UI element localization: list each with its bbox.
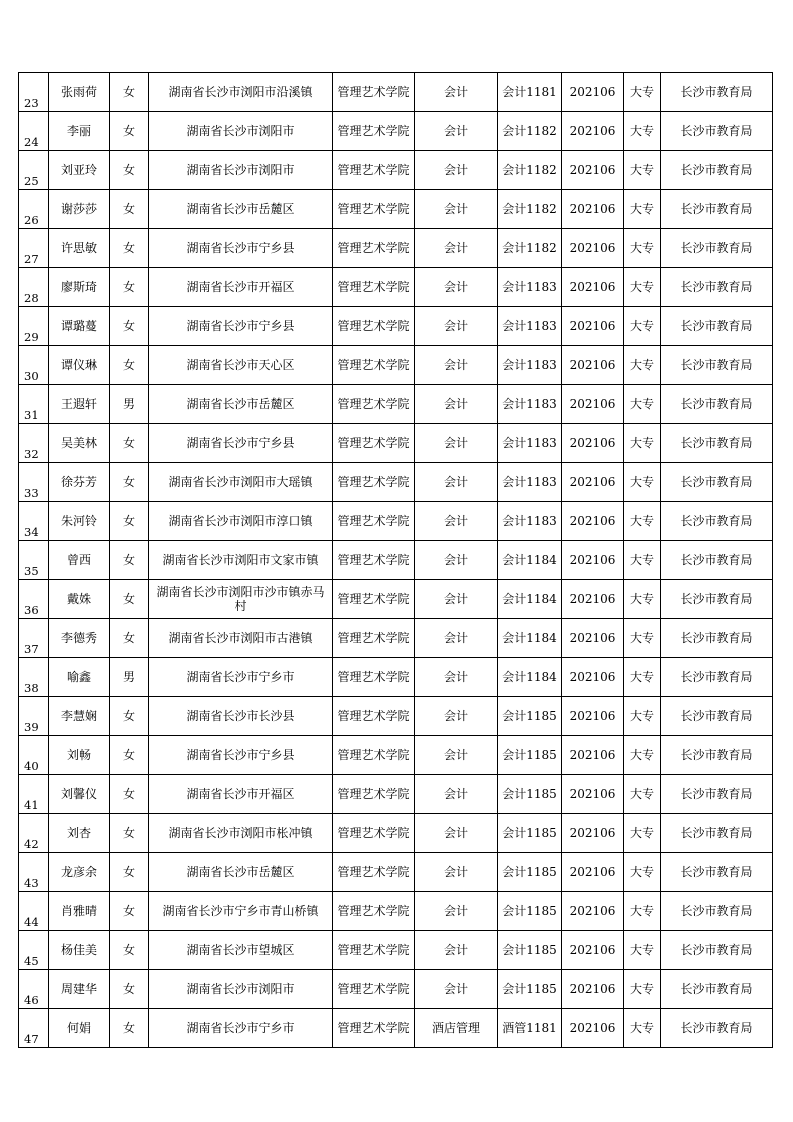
graduation-date-cell: 202106	[562, 424, 624, 463]
education-level-cell: 大专	[624, 73, 661, 112]
college-cell: 管理艺术学院	[333, 892, 415, 931]
class-name-cell: 会计1182	[498, 190, 562, 229]
major-cell: 会计	[415, 736, 498, 775]
department-cell: 长沙市教育局	[661, 541, 773, 580]
education-level-cell: 大专	[624, 229, 661, 268]
gender-cell: 男	[110, 385, 149, 424]
department-cell: 长沙市教育局	[661, 853, 773, 892]
student-name-cell: 刘亚玲	[49, 151, 110, 190]
student-name-cell: 杨佳美	[49, 931, 110, 970]
department-cell: 长沙市教育局	[661, 1009, 773, 1048]
graduation-date-cell: 202106	[562, 151, 624, 190]
gender-cell: 女	[110, 73, 149, 112]
gender-cell: 女	[110, 307, 149, 346]
graduation-date-cell: 202106	[562, 385, 624, 424]
graduation-date-cell: 202106	[562, 190, 624, 229]
class-name-cell: 会计1185	[498, 697, 562, 736]
education-level-cell: 大专	[624, 307, 661, 346]
table-row	[19, 775, 773, 814]
row-number-cell: 28	[19, 268, 49, 307]
home-address-cell: 湖南省长沙市宁乡市	[149, 658, 333, 697]
major-cell: 会计	[415, 853, 498, 892]
graduation-date-cell: 202106	[562, 580, 624, 619]
gender-cell: 女	[110, 424, 149, 463]
college-cell: 管理艺术学院	[333, 931, 415, 970]
college-cell: 管理艺术学院	[333, 346, 415, 385]
college-cell: 管理艺术学院	[333, 112, 415, 151]
gender-cell: 男	[110, 658, 149, 697]
row-number-cell: 45	[19, 931, 49, 970]
department-cell: 长沙市教育局	[661, 814, 773, 853]
gender-cell: 女	[110, 502, 149, 541]
class-name-cell: 会计1182	[498, 229, 562, 268]
table-row	[19, 229, 773, 268]
home-address-cell: 湖南省长沙市岳麓区	[149, 385, 333, 424]
student-name-cell: 谭仪琳	[49, 346, 110, 385]
gender-cell: 女	[110, 814, 149, 853]
major-cell: 会计	[415, 385, 498, 424]
department-cell: 长沙市教育局	[661, 385, 773, 424]
class-name-cell: 会计1183	[498, 463, 562, 502]
class-name-cell: 会计1184	[498, 541, 562, 580]
education-level-cell: 大专	[624, 580, 661, 619]
graduation-date-cell: 202106	[562, 229, 624, 268]
gender-cell: 女	[110, 463, 149, 502]
major-cell: 会计	[415, 697, 498, 736]
education-level-cell: 大专	[624, 346, 661, 385]
gender-cell: 女	[110, 541, 149, 580]
home-address-cell: 湖南省长沙市宁乡县	[149, 229, 333, 268]
education-level-cell: 大专	[624, 268, 661, 307]
table-row	[19, 853, 773, 892]
class-name-cell: 酒管1181	[498, 1009, 562, 1048]
education-level-cell: 大专	[624, 775, 661, 814]
education-level-cell: 大专	[624, 853, 661, 892]
student-name-cell: 许思敏	[49, 229, 110, 268]
education-level-cell: 大专	[624, 736, 661, 775]
class-name-cell: 会计1183	[498, 385, 562, 424]
row-number-cell: 30	[19, 346, 49, 385]
graduation-date-cell: 202106	[562, 619, 624, 658]
table-row	[19, 307, 773, 346]
education-level-cell: 大专	[624, 970, 661, 1009]
student-name-cell: 谢莎莎	[49, 190, 110, 229]
home-address-cell: 湖南省长沙市宁乡县	[149, 736, 333, 775]
college-cell: 管理艺术学院	[333, 1009, 415, 1048]
graduation-date-cell: 202106	[562, 853, 624, 892]
class-name-cell: 会计1185	[498, 931, 562, 970]
department-cell: 长沙市教育局	[661, 697, 773, 736]
row-number-cell: 23	[19, 73, 49, 112]
class-name-cell: 会计1184	[498, 658, 562, 697]
graduation-date-cell: 202106	[562, 814, 624, 853]
home-address-cell: 湖南省长沙市浏阳市枨冲镇	[149, 814, 333, 853]
home-address-cell: 湖南省长沙市浏阳市古港镇	[149, 619, 333, 658]
class-name-cell: 会计1184	[498, 580, 562, 619]
department-cell: 长沙市教育局	[661, 736, 773, 775]
class-name-cell: 会计1184	[498, 619, 562, 658]
gender-cell: 女	[110, 190, 149, 229]
table-row	[19, 346, 773, 385]
education-level-cell: 大专	[624, 814, 661, 853]
row-number-cell: 35	[19, 541, 49, 580]
gender-cell: 女	[110, 580, 149, 619]
student-name-cell: 龙彦余	[49, 853, 110, 892]
college-cell: 管理艺术学院	[333, 73, 415, 112]
table-row	[19, 619, 773, 658]
table-row	[19, 580, 773, 619]
graduation-date-cell: 202106	[562, 1009, 624, 1048]
home-address-cell: 湖南省长沙市开福区	[149, 775, 333, 814]
college-cell: 管理艺术学院	[333, 541, 415, 580]
class-name-cell: 会计1183	[498, 424, 562, 463]
major-cell: 会计	[415, 424, 498, 463]
graduation-date-cell: 202106	[562, 736, 624, 775]
major-cell: 会计	[415, 151, 498, 190]
home-address-cell: 湖南省长沙市宁乡市青山桥镇	[149, 892, 333, 931]
graduation-date-cell: 202106	[562, 307, 624, 346]
major-cell: 会计	[415, 814, 498, 853]
graduation-date-cell: 202106	[562, 970, 624, 1009]
table-row	[19, 931, 773, 970]
home-address-cell: 湖南省长沙市浏阳市	[149, 151, 333, 190]
gender-cell: 女	[110, 775, 149, 814]
college-cell: 管理艺术学院	[333, 814, 415, 853]
department-cell: 长沙市教育局	[661, 229, 773, 268]
home-address-cell: 湖南省长沙市宁乡县	[149, 424, 333, 463]
row-number-cell: 36	[19, 580, 49, 619]
major-cell: 会计	[415, 502, 498, 541]
college-cell: 管理艺术学院	[333, 424, 415, 463]
graduation-date-cell: 202106	[562, 541, 624, 580]
home-address-cell: 湖南省长沙市浏阳市	[149, 970, 333, 1009]
student-name-cell: 何娟	[49, 1009, 110, 1048]
row-number-cell: 24	[19, 112, 49, 151]
home-address-cell: 湖南省长沙市开福区	[149, 268, 333, 307]
graduation-date-cell: 202106	[562, 268, 624, 307]
row-number-cell: 41	[19, 775, 49, 814]
college-cell: 管理艺术学院	[333, 775, 415, 814]
education-level-cell: 大专	[624, 424, 661, 463]
row-number-cell: 47	[19, 1009, 49, 1048]
student-name-cell: 李丽	[49, 112, 110, 151]
gender-cell: 女	[110, 970, 149, 1009]
gender-cell: 女	[110, 151, 149, 190]
row-number-cell: 40	[19, 736, 49, 775]
education-level-cell: 大专	[624, 1009, 661, 1048]
major-cell: 会计	[415, 658, 498, 697]
row-number-cell: 37	[19, 619, 49, 658]
table-row	[19, 697, 773, 736]
table-row	[19, 1009, 773, 1048]
gender-cell: 女	[110, 931, 149, 970]
graduation-date-cell: 202106	[562, 346, 624, 385]
home-address-cell: 湖南省长沙市宁乡市	[149, 1009, 333, 1048]
table-row	[19, 541, 773, 580]
class-name-cell: 会计1185	[498, 775, 562, 814]
major-cell: 酒店管理	[415, 1009, 498, 1048]
row-number-cell: 25	[19, 151, 49, 190]
gender-cell: 女	[110, 1009, 149, 1048]
gender-cell: 女	[110, 268, 149, 307]
class-name-cell: 会计1183	[498, 502, 562, 541]
department-cell: 长沙市教育局	[661, 190, 773, 229]
student-roster-table	[18, 72, 773, 1048]
table-row	[19, 151, 773, 190]
class-name-cell: 会计1185	[498, 853, 562, 892]
department-cell: 长沙市教育局	[661, 970, 773, 1009]
home-address-cell: 湖南省长沙市浏阳市大瑶镇	[149, 463, 333, 502]
student-name-cell: 李德秀	[49, 619, 110, 658]
student-name-cell: 王遐轩	[49, 385, 110, 424]
roster-body	[19, 73, 773, 1048]
table-row	[19, 502, 773, 541]
home-address-cell: 湖南省长沙市浏阳市文家市镇	[149, 541, 333, 580]
table-row	[19, 658, 773, 697]
row-number-cell: 31	[19, 385, 49, 424]
department-cell: 长沙市教育局	[661, 73, 773, 112]
gender-cell: 女	[110, 229, 149, 268]
education-level-cell: 大专	[624, 697, 661, 736]
home-address-cell: 湖南省长沙市天心区	[149, 346, 333, 385]
student-name-cell: 刘馨仪	[49, 775, 110, 814]
college-cell: 管理艺术学院	[333, 658, 415, 697]
gender-cell: 女	[110, 346, 149, 385]
gender-cell: 女	[110, 892, 149, 931]
home-address-cell: 湖南省长沙市浏阳市沙市镇赤马村	[149, 580, 333, 619]
education-level-cell: 大专	[624, 658, 661, 697]
student-name-cell: 张雨荷	[49, 73, 110, 112]
department-cell: 长沙市教育局	[661, 463, 773, 502]
college-cell: 管理艺术学院	[333, 697, 415, 736]
home-address-cell: 湖南省长沙市望城区	[149, 931, 333, 970]
major-cell: 会计	[415, 775, 498, 814]
gender-cell: 女	[110, 619, 149, 658]
major-cell: 会计	[415, 892, 498, 931]
student-name-cell: 谭璐蔓	[49, 307, 110, 346]
major-cell: 会计	[415, 268, 498, 307]
student-name-cell: 周建华	[49, 970, 110, 1009]
graduation-date-cell: 202106	[562, 775, 624, 814]
home-address-cell: 湖南省长沙市岳麓区	[149, 853, 333, 892]
major-cell: 会计	[415, 229, 498, 268]
college-cell: 管理艺术学院	[333, 229, 415, 268]
student-name-cell: 喻鑫	[49, 658, 110, 697]
row-number-cell: 39	[19, 697, 49, 736]
gender-cell: 女	[110, 697, 149, 736]
class-name-cell: 会计1182	[498, 112, 562, 151]
gender-cell: 女	[110, 736, 149, 775]
student-name-cell: 徐芬芳	[49, 463, 110, 502]
department-cell: 长沙市教育局	[661, 931, 773, 970]
class-name-cell: 会计1183	[498, 268, 562, 307]
table-row	[19, 736, 773, 775]
graduation-date-cell: 202106	[562, 502, 624, 541]
department-cell: 长沙市教育局	[661, 112, 773, 151]
table-row	[19, 385, 773, 424]
education-level-cell: 大专	[624, 619, 661, 658]
row-number-cell: 26	[19, 190, 49, 229]
education-level-cell: 大专	[624, 541, 661, 580]
home-address-cell: 湖南省长沙市宁乡县	[149, 307, 333, 346]
home-address-cell: 湖南省长沙市浏阳市沿溪镇	[149, 73, 333, 112]
education-level-cell: 大专	[624, 463, 661, 502]
table-row	[19, 73, 773, 112]
table-row	[19, 112, 773, 151]
graduation-date-cell: 202106	[562, 112, 624, 151]
major-cell: 会计	[415, 619, 498, 658]
major-cell: 会计	[415, 307, 498, 346]
class-name-cell: 会计1182	[498, 151, 562, 190]
major-cell: 会计	[415, 73, 498, 112]
college-cell: 管理艺术学院	[333, 853, 415, 892]
class-name-cell: 会计1185	[498, 970, 562, 1009]
education-level-cell: 大专	[624, 931, 661, 970]
major-cell: 会计	[415, 463, 498, 502]
class-name-cell: 会计1183	[498, 346, 562, 385]
college-cell: 管理艺术学院	[333, 619, 415, 658]
education-level-cell: 大专	[624, 502, 661, 541]
table-row	[19, 424, 773, 463]
college-cell: 管理艺术学院	[333, 307, 415, 346]
education-level-cell: 大专	[624, 151, 661, 190]
table-row	[19, 970, 773, 1009]
home-address-cell: 湖南省长沙市浏阳市	[149, 112, 333, 151]
education-level-cell: 大专	[624, 190, 661, 229]
major-cell: 会计	[415, 112, 498, 151]
college-cell: 管理艺术学院	[333, 463, 415, 502]
graduation-date-cell: 202106	[562, 697, 624, 736]
major-cell: 会计	[415, 580, 498, 619]
table-row	[19, 190, 773, 229]
row-number-cell: 34	[19, 502, 49, 541]
department-cell: 长沙市教育局	[661, 424, 773, 463]
student-name-cell: 曾西	[49, 541, 110, 580]
row-number-cell: 32	[19, 424, 49, 463]
education-level-cell: 大专	[624, 385, 661, 424]
education-level-cell: 大专	[624, 112, 661, 151]
row-number-cell: 46	[19, 970, 49, 1009]
gender-cell: 女	[110, 853, 149, 892]
college-cell: 管理艺术学院	[333, 151, 415, 190]
college-cell: 管理艺术学院	[333, 268, 415, 307]
department-cell: 长沙市教育局	[661, 619, 773, 658]
department-cell: 长沙市教育局	[661, 268, 773, 307]
home-address-cell: 湖南省长沙市浏阳市淳口镇	[149, 502, 333, 541]
major-cell: 会计	[415, 346, 498, 385]
class-name-cell: 会计1185	[498, 892, 562, 931]
row-number-cell: 43	[19, 853, 49, 892]
student-name-cell: 戴姝	[49, 580, 110, 619]
student-name-cell: 刘杏	[49, 814, 110, 853]
student-name-cell: 刘畅	[49, 736, 110, 775]
graduation-date-cell: 202106	[562, 73, 624, 112]
major-cell: 会计	[415, 541, 498, 580]
department-cell: 长沙市教育局	[661, 658, 773, 697]
row-number-cell: 42	[19, 814, 49, 853]
college-cell: 管理艺术学院	[333, 385, 415, 424]
row-number-cell: 44	[19, 892, 49, 931]
department-cell: 长沙市教育局	[661, 580, 773, 619]
major-cell: 会计	[415, 931, 498, 970]
department-cell: 长沙市教育局	[661, 307, 773, 346]
row-number-cell: 33	[19, 463, 49, 502]
class-name-cell: 会计1183	[498, 307, 562, 346]
row-number-cell: 38	[19, 658, 49, 697]
major-cell: 会计	[415, 970, 498, 1009]
college-cell: 管理艺术学院	[333, 970, 415, 1009]
department-cell: 长沙市教育局	[661, 151, 773, 190]
major-cell: 会计	[415, 190, 498, 229]
college-cell: 管理艺术学院	[333, 502, 415, 541]
table-row	[19, 268, 773, 307]
home-address-cell: 湖南省长沙市岳麓区	[149, 190, 333, 229]
education-level-cell: 大专	[624, 892, 661, 931]
graduation-date-cell: 202106	[562, 463, 624, 502]
college-cell: 管理艺术学院	[333, 580, 415, 619]
department-cell: 长沙市教育局	[661, 775, 773, 814]
student-name-cell: 李慧娴	[49, 697, 110, 736]
student-name-cell: 廖斯琦	[49, 268, 110, 307]
row-number-cell: 29	[19, 307, 49, 346]
table-row	[19, 463, 773, 502]
department-cell: 长沙市教育局	[661, 346, 773, 385]
college-cell: 管理艺术学院	[333, 190, 415, 229]
table-row	[19, 892, 773, 931]
class-name-cell: 会计1181	[498, 73, 562, 112]
student-name-cell: 吴美林	[49, 424, 110, 463]
graduation-date-cell: 202106	[562, 892, 624, 931]
college-cell: 管理艺术学院	[333, 736, 415, 775]
department-cell: 长沙市教育局	[661, 892, 773, 931]
row-number-cell: 27	[19, 229, 49, 268]
class-name-cell: 会计1185	[498, 814, 562, 853]
student-name-cell: 肖雅晴	[49, 892, 110, 931]
gender-cell: 女	[110, 112, 149, 151]
home-address-cell: 湖南省长沙市长沙县	[149, 697, 333, 736]
class-name-cell: 会计1185	[498, 736, 562, 775]
graduation-date-cell: 202106	[562, 931, 624, 970]
table-row	[19, 814, 773, 853]
department-cell: 长沙市教育局	[661, 502, 773, 541]
student-name-cell: 朱河铃	[49, 502, 110, 541]
graduation-date-cell: 202106	[562, 658, 624, 697]
